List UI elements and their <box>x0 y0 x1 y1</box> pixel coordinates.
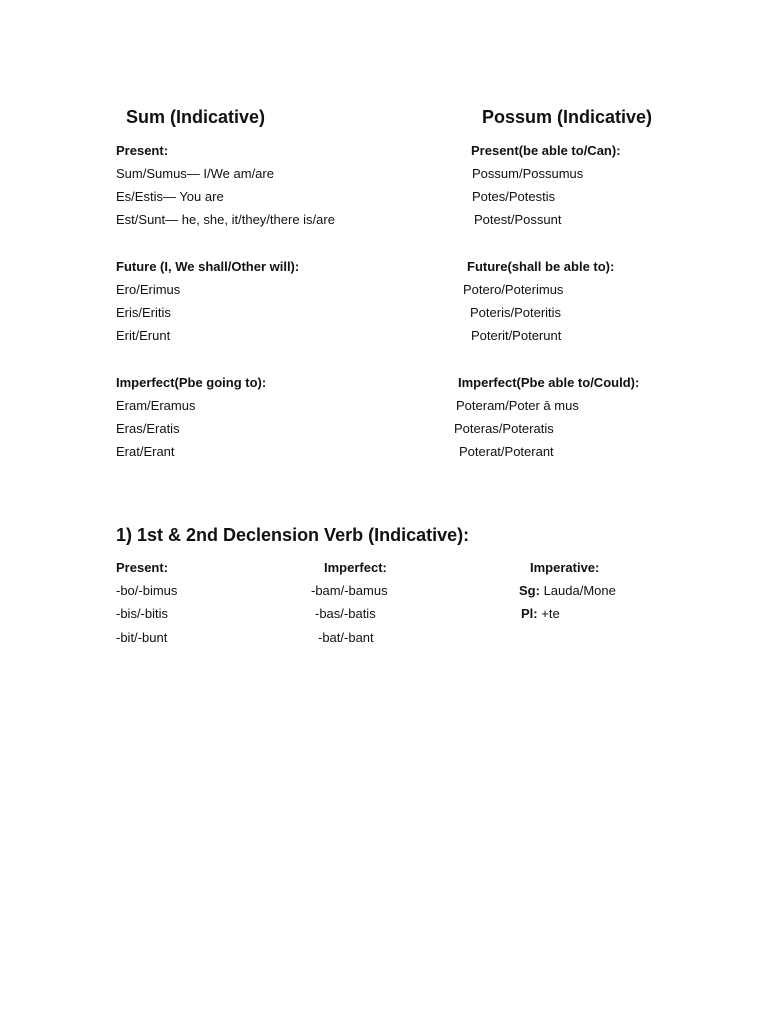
possum-present-row: Potest/Possunt <box>474 212 562 227</box>
possum-heading: Possum (Indicative) <box>482 107 653 127</box>
declension-imperfect-row: -bat/-bant <box>318 630 374 645</box>
possum-present-row: Possum/Possumus <box>472 166 584 181</box>
imperative-sg-value: Lauda/Mone <box>543 583 616 598</box>
declension-imperfect-label: Imperfect: <box>324 560 387 575</box>
declension-present-row: -bis/-bitis <box>116 606 169 621</box>
possum-imperfect-row: Poteras/Poteratis <box>454 421 554 436</box>
declension-present-row: -bit/-bunt <box>116 630 168 645</box>
declension-imperative-label: Imperative: <box>530 560 600 575</box>
declension-present-label: Present: <box>116 560 169 575</box>
imperative-plural-row <box>521 606 560 622</box>
possum-future-row: Poteris/Poteritis <box>470 305 562 320</box>
imperative-pl-value: +te <box>541 606 560 621</box>
imperative-singular-row <box>519 583 616 599</box>
possum-present-label: Present(be able to/Can): <box>471 143 621 158</box>
sum-future-row: Ero/Erimus <box>116 282 181 297</box>
sum-future-row: Eris/Eritis <box>116 305 171 320</box>
sum-imperfect-row: Eras/Eratis <box>116 421 180 436</box>
sum-imperfect-row: Eram/Eramus <box>116 398 196 413</box>
possum-imperfect-row: Poteram/Poter ā mus <box>456 398 579 413</box>
declension-heading: 1) 1st & 2nd Declension Verb (Indicative): <box>116 525 470 545</box>
sum-future-row: Erit/Erunt <box>116 328 171 343</box>
possum-future-label: Future(shall be able to): <box>467 259 615 274</box>
sum-present-label: Present: <box>116 143 169 158</box>
possum-future-row: Poterit/Poterunt <box>471 328 562 343</box>
sum-imperfect-label: Imperfect(Pbe going to): <box>116 375 267 390</box>
sum-imperfect-row: Erat/Erant <box>116 444 175 459</box>
imperative-pl-label: Pl: <box>521 606 538 621</box>
possum-future-row: Potero/Poterimus <box>463 282 564 297</box>
imperative-sg-label: Sg: <box>519 583 540 598</box>
sum-heading: Sum (Indicative) <box>126 107 266 127</box>
declension-imperfect-row: -bam/-bamus <box>311 583 388 598</box>
sum-present-row: Est/Sunt— he, she, it/they/there is/are <box>116 212 335 227</box>
sum-future-label: Future (I, We shall/Other will): <box>116 259 300 274</box>
possum-imperfect-label: Imperfect(Pbe able to/Could): <box>458 375 640 390</box>
possum-imperfect-row: Poterat/Poterant <box>459 444 554 459</box>
sum-present-row: Es/Estis— You are <box>116 189 224 204</box>
declension-imperfect-row: -bas/-batis <box>315 606 376 621</box>
declension-present-row: -bo/-bimus <box>116 583 178 598</box>
sum-present-row: Sum/Sumus— I/We am/are <box>116 166 274 181</box>
possum-present-row: Potes/Potestis <box>472 189 556 204</box>
